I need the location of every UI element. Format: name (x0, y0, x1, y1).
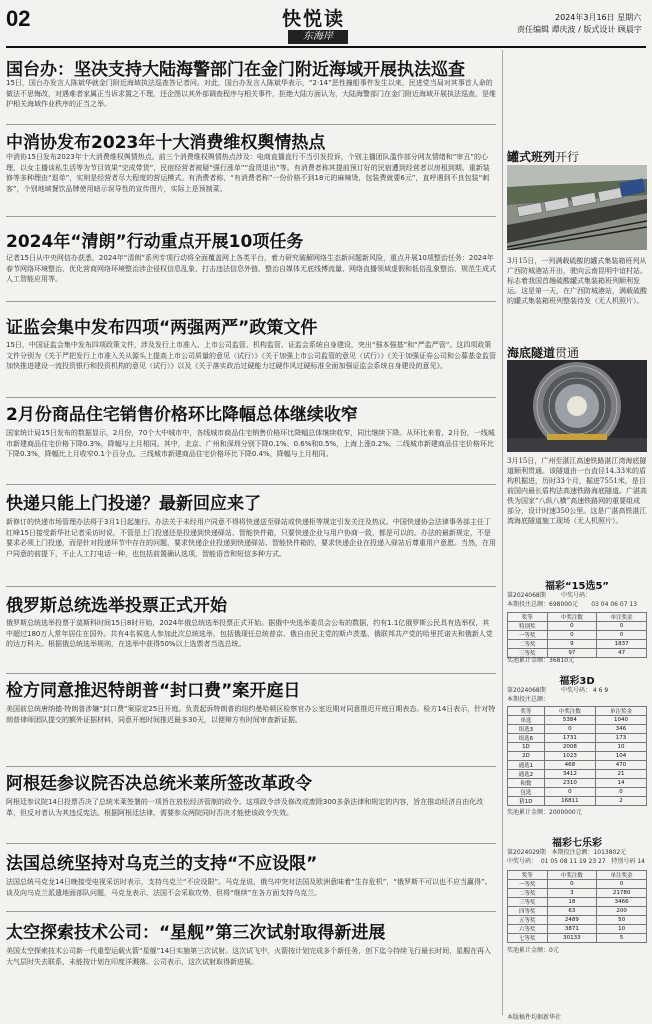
table-cell: 2310 (544, 779, 595, 788)
table-cell: 特别奖 (508, 622, 548, 631)
table-cell: 63 (547, 907, 597, 916)
article-separator (6, 397, 496, 398)
article-2-title: 中消协发布2023年十大消费维权舆情热点 (6, 133, 326, 153)
article-9-title: 阿根廷参议院否决总统米莱所签改革政令 (6, 774, 312, 794)
article-separator (6, 484, 496, 485)
table-cell: 1023 (544, 752, 595, 761)
feature-2-title: 海底隧道贯通 (507, 346, 580, 360)
lottery-3d-footer: 奖池累计金额：2000000元 (507, 809, 582, 816)
table-cell: 三等奖 (508, 649, 548, 658)
table-cell: 0 (597, 622, 647, 631)
table-row (508, 743, 647, 752)
table-cell: 1731 (544, 734, 595, 743)
table-cell: 468 (544, 761, 595, 770)
article-2-body: 中消协15日发布2023年十大消费维权舆情热点。前三个消费维权舆情热点涉及：电商直播直行不当引发投诉，个别主播团队滥作部分网友情绪和“审丑”的心理，以女主播谈私生活等为节目效果“完成带货”，民宿经营者被疑“强行涨单”“盘货退出”等。有消费者称其提前预订好的民宿遭到经营者以房租到期、重新装修等多种理由“退单”，实则是经营者尽大程度的营运模式。有消费者称，“有消费者称”一份价格不到18元的麻辣烫，包装费就要6元”，直呼遇到不良包装“刺客”，个别地域餐饮品牌使用暗示误导性的宣传图片，实际上是预制菜。 (6, 153, 490, 193)
table-cell: 0 (544, 725, 595, 734)
table-cell: 50 (597, 916, 647, 925)
article-6-body: 新修订的快递市场管理办法将于3月1日起施行。办法关于未经用户同意不得将快递送至驿站或快递柜等规定引发关注及热议。中国快递协会法律事务部主任丁红峰15日接受新华社记者采访时说，不管是上门投递还是投递到快递驿站、智能快件箱，只要快递企业与用户协商一致，都是可以的。办法的最新规定，不是要求必须上门投递，而是针对投递环节中存在的问题，要求快递企业投递到快递驿站、智能快件箱的，要求快递企业在投递入驿站后尊重用户意愿。当然，在用户同意的前提下，不止人工打电话一种，也包括前置确认选项，智能语音和短信多种方式。 (6, 518, 496, 558)
table-cell: 16811 (544, 797, 595, 806)
article-8-body: 美国前总统唐纳德·特朗普涉嫌“封口费”案原定25日开庭。负责起诉特朗普的纽约曼哈顿区检察官办公室近期对同意推迟开庭日期表态。检方14日表示，针对特朗普律师团队提交的额外证据材料，同意开庭时间推迟最多30天，以便辩方有时间审查新证据。 (6, 705, 496, 724)
table-row (508, 925, 647, 934)
table-row (508, 770, 647, 779)
lottery-15x5-footer: 奖池累计金额：36810元 (507, 657, 575, 664)
lottery-3d-title: 福彩3D (559, 676, 595, 687)
table-row (508, 788, 647, 797)
table-cell: 组选6 (508, 734, 545, 743)
editor-credits: 责任编辑 谭庆波 / 版式设计 顾晨宇 (517, 25, 642, 34)
page-footer: 本版稿件均据新华社 (507, 1014, 562, 1021)
article-7-body: 俄罗斯总统选举投票于莫斯科时间15日8时开始，2024年俄总统选举投票正式开始。据俄中央选举委员会公布的数据，约有1.1亿俄罗斯公民具有选举权，其中超过180万人常年居住在国外。共有4名候选人参加此次总统选举，包括俄现任总统普京、俄自由民主党的斯卢茨基、俄联邦共产党的哈里托诺夫和俄新人党的达万科夫。根据俄总统选举规则，在选举中获得50%以上选票者当选总统。 (6, 619, 493, 649)
table-cell: 470 (595, 761, 646, 770)
table-cell: 5384 (544, 716, 595, 725)
table-cell: 5 (597, 934, 647, 943)
header-rule (6, 46, 646, 48)
feature-1-caption: 3月15日，一列满载硫酸的罐式集装箱班列从广西防城港站开出，驶向云南昆明中谊村站。标志着我国首趟硫酸罐式集装箱班列顺利发运。这是第一天，在广西防城港站，满载硫酸的罐式集装箱班列整装待发（无人机照片）。 (507, 257, 647, 305)
feature-1-title: 罐式班列开行 (507, 150, 580, 164)
article-separator (6, 843, 496, 844)
table-cell: 包选 (508, 788, 545, 797)
column-header: 中奖注数 (547, 871, 597, 880)
table-cell: 一等奖 (508, 631, 548, 640)
table-cell: 3412 (544, 770, 595, 779)
column-header: 单注奖金 (597, 871, 647, 880)
table-row (508, 898, 647, 907)
table-header-row (508, 613, 647, 622)
column-rule (502, 50, 503, 1015)
table-row (508, 640, 647, 649)
table-cell: 2008 (544, 743, 595, 752)
table-row (508, 761, 647, 770)
table-cell: 3466 (597, 898, 647, 907)
column-header: 单注奖金 (597, 613, 647, 622)
feature-2-caption: 3月15日，广州至湛江高速铁路湛江湾海底隧道顺利贯通。该隧道由一台直径14.33米的盾构机掘进，历时33个月，掘进7551米，是目前国内最长盾构法高速铁路海底隧道。广湛高铁为国家“八纵八横”高速铁路网的重要组成部分，设计时速350公里。这是广湛高铁湛江湾海底隧道施工现场（无人机照片）。 (507, 457, 647, 525)
table-cell: 3 (547, 889, 597, 898)
table-cell: 0 (547, 622, 597, 631)
table-cell: 通选2 (508, 770, 545, 779)
table-cell: 猜1D (508, 797, 545, 806)
article-10-body: 法国总统马克龙14日晚接受电视采访时表示，支持乌克兰“不应设限”。马克龙说，俄乌冲突对法国及欧洲意味着“生存危机”，“俄罗斯不可以也不应当赢得”。谈及向乌克兰派遣地面部队问题，马克龙表示，法国不会采取攻势，但将“继续”在各方面支持乌克兰。 (6, 878, 492, 897)
table-row (508, 934, 647, 943)
column-header: 单注奖金 (595, 707, 646, 716)
table-cell: 六等奖 (508, 925, 548, 934)
tunnel-photo (507, 360, 647, 452)
column-header: 中奖注数 (547, 613, 597, 622)
table-row (508, 716, 647, 725)
table-row (508, 889, 647, 898)
table-row (508, 779, 647, 788)
article-separator (6, 301, 496, 302)
table-cell: 9 (547, 640, 597, 649)
table-cell: 0 (597, 631, 647, 640)
article-separator (6, 673, 496, 674)
table-cell: 346 (595, 725, 646, 734)
table-cell: 3871 (547, 925, 597, 934)
lottery-15x5-table (507, 612, 647, 658)
table-cell: 97 (547, 649, 597, 658)
table-cell: 0 (597, 880, 647, 889)
page-number: 02 (6, 6, 31, 31)
column-header: 奖等 (508, 707, 545, 716)
lottery-qile-footer: 奖池累计金额：0元 (507, 947, 559, 954)
table-row (508, 725, 647, 734)
table-cell: 通选1 (508, 761, 545, 770)
table-cell: 2 (595, 797, 646, 806)
article-1-body: 15日，国台办发言人陈斌华就金门附近海域执法巡查答记者问。对此，国台办发言人陈斌华表示，“2·14”恶性撞船事件发生以来，民进党当局对其事首人命的做法不思悔改，对遇难者家属正当诉求置之不理，还企图以其外部调查程序与相关事件，拒绝大陆方面认为，大陆海警部门在金门附近海域开展执法巡查，是维护相关海域作业秩序的正当之举。 (6, 79, 496, 109)
table-cell: 0 (547, 880, 597, 889)
table-cell: 0 (544, 788, 595, 797)
table-row (508, 797, 647, 806)
table-cell: 21 (595, 770, 646, 779)
column-header: 奖等 (508, 613, 548, 622)
article-6-title: 快递只能上门投递？最新回应来了 (6, 494, 261, 514)
table-cell: 和数 (508, 779, 545, 788)
article-separator (6, 911, 496, 912)
table-cell: 七等奖 (508, 934, 548, 943)
issue-date: 2024年3月16日 星期六 (555, 13, 642, 22)
article-5-title: 2月份商品住宅销售价格环比降幅总体继续收窄 (6, 405, 358, 425)
table-cell: 二等奖 (508, 889, 548, 898)
table-cell: 10 (597, 925, 647, 934)
column-header: 奖等 (508, 871, 548, 880)
article-9-body: 阿根廷参议院14日投票否决了总统米莱签署的一项旨在放松经济管制的政令。这项政令涉及修改或废除300多条法律和规定的内容，旨在推动经济自由化改革，但反对者认为其违反宪法。根据阿根廷法律，需要参众两院同时否决才能使该政令失效。 (6, 798, 484, 817)
article-separator (6, 216, 496, 217)
article-11-title: 太空探索技术公司：“星舰”第三次试射取得新进展 (6, 923, 386, 943)
article-4-title: 证监会集中发布四项“两强两严”政策文件 (6, 318, 318, 338)
article-5-body: 国家统计局15日发布的数据显示，2月份，70个大中城市中，各线城市商品住宅销售价格环比降幅总体继续收窄，同比继续下降。从环比来看，2月份，一线城市新建商品住宅价格下降0.3%，降幅与上月相同。其中，北京、广州和深圳分别下降0.1%、0.6%和0.5%，上海上涨0.2%。二线城市新建商品住宅价格环比下降0.3%，降幅比上月收窄0.1个百分点。三线城市新建商品住宅价格环比下降0.4%，降幅与上月相同。 (6, 429, 495, 459)
article-3-body: 记者15日从中央网信办获悉，2024年“清朗”系列专项行动将全面覆盖网上各类平台，着力研究破解网络生态新问题新风险，重点开展10项整治任务：2024年春节网络环境整治、优化营商网络环境整治涉企侵权信息乱象、打击违法信息外链、整治自媒体无底线博流量、网络直播领域虚假和低俗乱象整治、规范生成式人工智能应用等。 (6, 254, 496, 284)
column-header: 中奖注数 (544, 707, 595, 716)
table-cell: 组选3 (508, 725, 545, 734)
table-cell: 2D (508, 752, 545, 761)
article-8-title: 检方同意推迟特朗普“封口费”案开庭日 (6, 681, 301, 701)
table-cell: 21780 (597, 889, 647, 898)
lottery-qile-table (507, 870, 647, 943)
table-cell: 30133 (547, 934, 597, 943)
table-cell: 0 (595, 788, 646, 797)
lottery-qile-title: 福彩七乐彩 (552, 838, 602, 849)
article-3-title: 2024年“清朗”行动重点开展10项任务 (6, 232, 304, 252)
train-photo (507, 165, 647, 250)
table-header-row (508, 871, 647, 880)
table-cell: 10 (595, 743, 646, 752)
table-cell: 200 (597, 907, 647, 916)
article-separator (6, 124, 496, 125)
table-cell: 三等奖 (508, 898, 548, 907)
table-cell: 2489 (547, 916, 597, 925)
table-cell: 五等奖 (508, 916, 548, 925)
section-title: 快悦读 (282, 8, 346, 30)
table-row (508, 907, 647, 916)
table-cell: 单选 (508, 716, 545, 725)
article-separator (6, 766, 496, 767)
lottery-qile-info: 第2024029期 本期投注总额：1013802元 中奖号码： 01 05 08 11 19 23 27 特别号码 14 (507, 849, 645, 865)
lottery-3d-info: 第2024068期 中奖号码： 4 6 9 本期投注总额： (507, 687, 609, 703)
table-cell: 104 (595, 752, 646, 761)
table-cell: 173 (595, 734, 646, 743)
article-4-body: 15日，中国证监会集中发布四项政策文件，涉及发行上市准入、上市公司监管、机构监管、证监会系统自身建设，突出“强本强基”和“严监严管”。这四项政策文件分别为《关于严把发行上市准入关从源头上提高上市公司质量的意见（试行）》《关于加强上市公司监管的意见（试行）》《关于加强证券公司和公募基金监管加快推进建设一流投资银行和投资机构的意见（试行）》以及《关于落实政治过硬能力过硬作风过硬标准全面加强证监会系统自身建设的意见》。 (6, 341, 496, 371)
table-row (508, 752, 647, 761)
lottery-15x5-title: 福彩“15选5” (544, 581, 610, 592)
table-cell: 一等奖 (508, 880, 548, 889)
table-row (508, 734, 647, 743)
table-cell: 1837 (597, 640, 647, 649)
table-row (508, 880, 647, 889)
table-cell: 18 (547, 898, 597, 907)
table-cell: 二等奖 (508, 640, 548, 649)
table-cell: 47 (597, 649, 647, 658)
table-cell: 1040 (595, 716, 646, 725)
table-cell: 四等奖 (508, 907, 548, 916)
table-cell: 1D (508, 743, 545, 752)
table-header-row (508, 707, 647, 716)
table-row (508, 622, 647, 631)
table-cell: 14 (595, 779, 646, 788)
section-subtitle: 东海岸 (288, 30, 348, 44)
article-separator (6, 586, 496, 587)
table-row (508, 631, 647, 640)
article-10-title: 法国总统坚持对乌克兰的支持“不应设限” (6, 854, 318, 874)
lottery-15x5-info: 第2024068期 中奖号码： 本期投注总额：698000元 03 04 06 07 13 (507, 592, 638, 608)
article-11-body: 美国太空探索技术公司新一代重型运载火箭“星舰”14日实施第三次试射。这次试飞中，火箭按计划完成多个新任务，创下迄今持续飞行最长时间，星舰在再入大气层时失去联系，未能按计划在印度洋溅落。公司表示，这次试射取得新进展。 (6, 947, 492, 966)
table-cell: 0 (547, 631, 597, 640)
lottery-3d-table (507, 706, 647, 806)
table-row (508, 916, 647, 925)
article-1-title: 国台办：坚决支持大陆海警部门在金门附近海域开展执法巡查 (6, 60, 465, 80)
article-7-title: 俄罗斯总统选举投票正式开始 (6, 596, 227, 616)
